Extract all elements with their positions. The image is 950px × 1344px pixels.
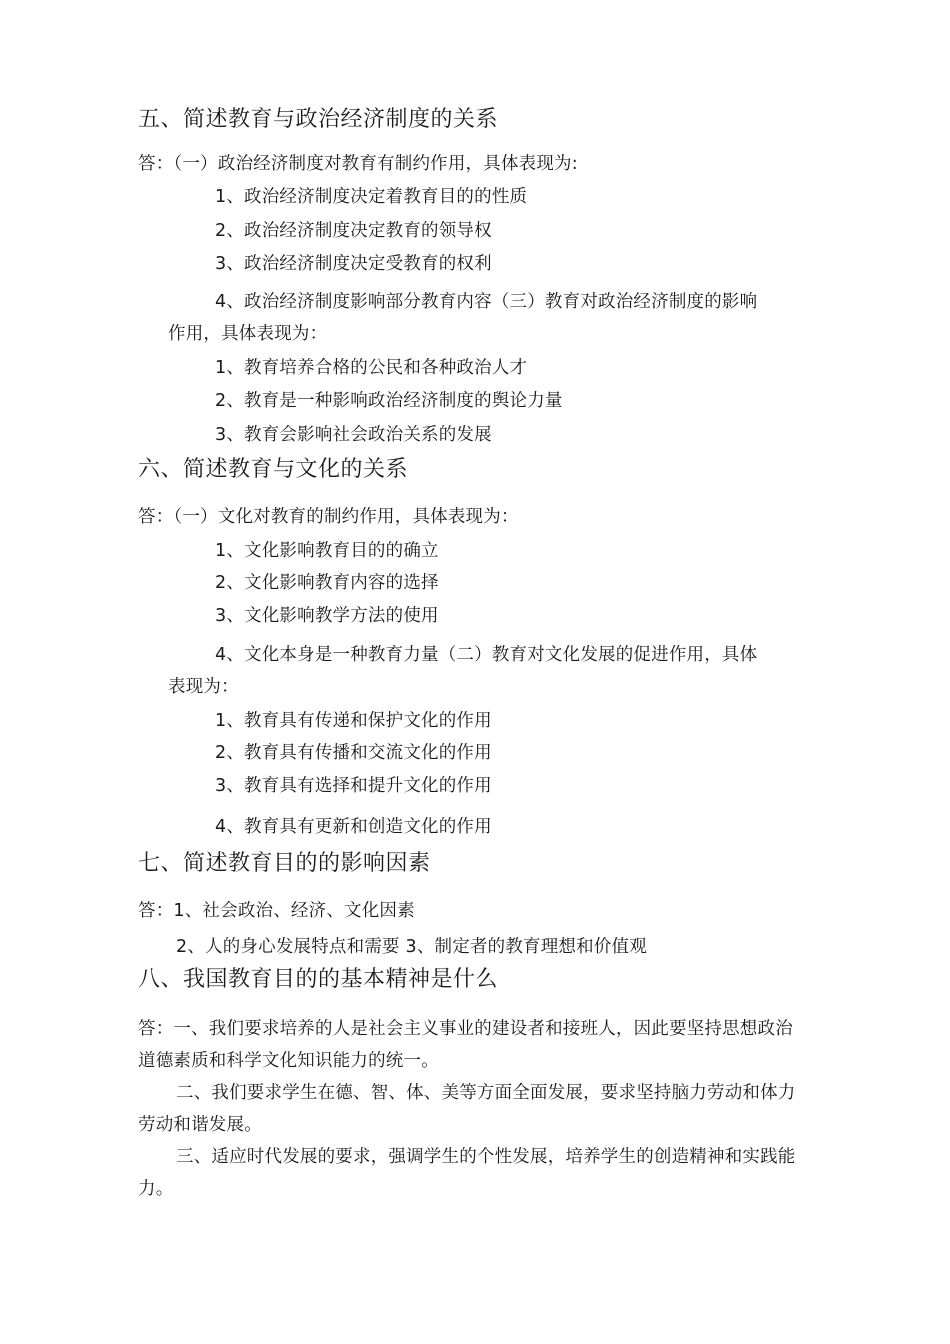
heading-section-5: 五、简述教育与政治经济制度的关系 [138, 107, 499, 132]
list-item: 4、文化本身是一种教育力量（二）教育对文化发展的促进作用，具体 [215, 645, 758, 665]
paragraph: 答：一、我们要求培养的人是社会主义事业的建设者和接班人，因此要坚持思想政治道德素质和科学文化知识能力的统一。 [138, 1019, 793, 1071]
list-item-continuation: 表现为： [168, 677, 239, 697]
list-item: 4、政治经济制度影响部分教育内容（三）教育对政治经济制度的影响 [215, 292, 758, 312]
list-item: 2、教育具有传播和交流文化的作用 [215, 743, 492, 763]
list-item: 3、教育具有选择和提升文化的作用 [215, 776, 492, 796]
list-item: 3、政治经济制度决定受教育的权利 [215, 254, 492, 274]
heading-section-6: 六、简述教育与文化的关系 [138, 457, 409, 482]
answer-intro: 答：（一）政治经济制度对教育有制约作用，具体表现为: [138, 154, 578, 174]
answer-line: 答：1、社会政治、经济、文化因素 [138, 901, 415, 921]
answer-line: 2、人的身心发展特点和需要 3、制定者的教育理想和价值观 [176, 937, 647, 957]
paragraph: 二、我们要求学生在德、智、体、美等方面全面发展，要求坚持脑力劳动和体力劳动和谐发展。 [138, 1083, 796, 1135]
paragraph: 三、适应时代发展的要求，强调学生的个性发展，培养学生的创造精神和实践能力。 [138, 1147, 796, 1199]
list-item: 3、文化影响教学方法的使用 [215, 606, 439, 626]
list-item: 2、政治经济制度决定教育的领导权 [215, 221, 492, 241]
list-item: 4、教育具有更新和创造文化的作用 [215, 817, 492, 837]
list-item: 1、文化影响教育目的的确立 [215, 541, 439, 561]
list-item: 2、教育是一种影响政治经济制度的舆论力量 [215, 391, 563, 411]
heading-section-8: 八、我国教育目的的基本精神是什么 [138, 967, 499, 992]
list-item: 3、教育会影响社会政治关系的发展 [215, 425, 492, 445]
answer-intro: 答：（一）文化对教育的制约作用，具体表现为： [138, 507, 519, 527]
list-item: 1、教育具有传递和保护文化的作用 [215, 711, 492, 731]
list-item: 1、政治经济制度决定着教育目的的性质 [215, 187, 528, 207]
list-item: 1、教育培养合格的公民和各种政治人才 [215, 358, 528, 378]
list-item: 2、文化影响教育内容的选择 [215, 573, 439, 593]
list-item-continuation: 作用，具体表现为： [168, 324, 328, 344]
heading-section-7: 七、简述教育目的的影响因素 [138, 851, 431, 876]
